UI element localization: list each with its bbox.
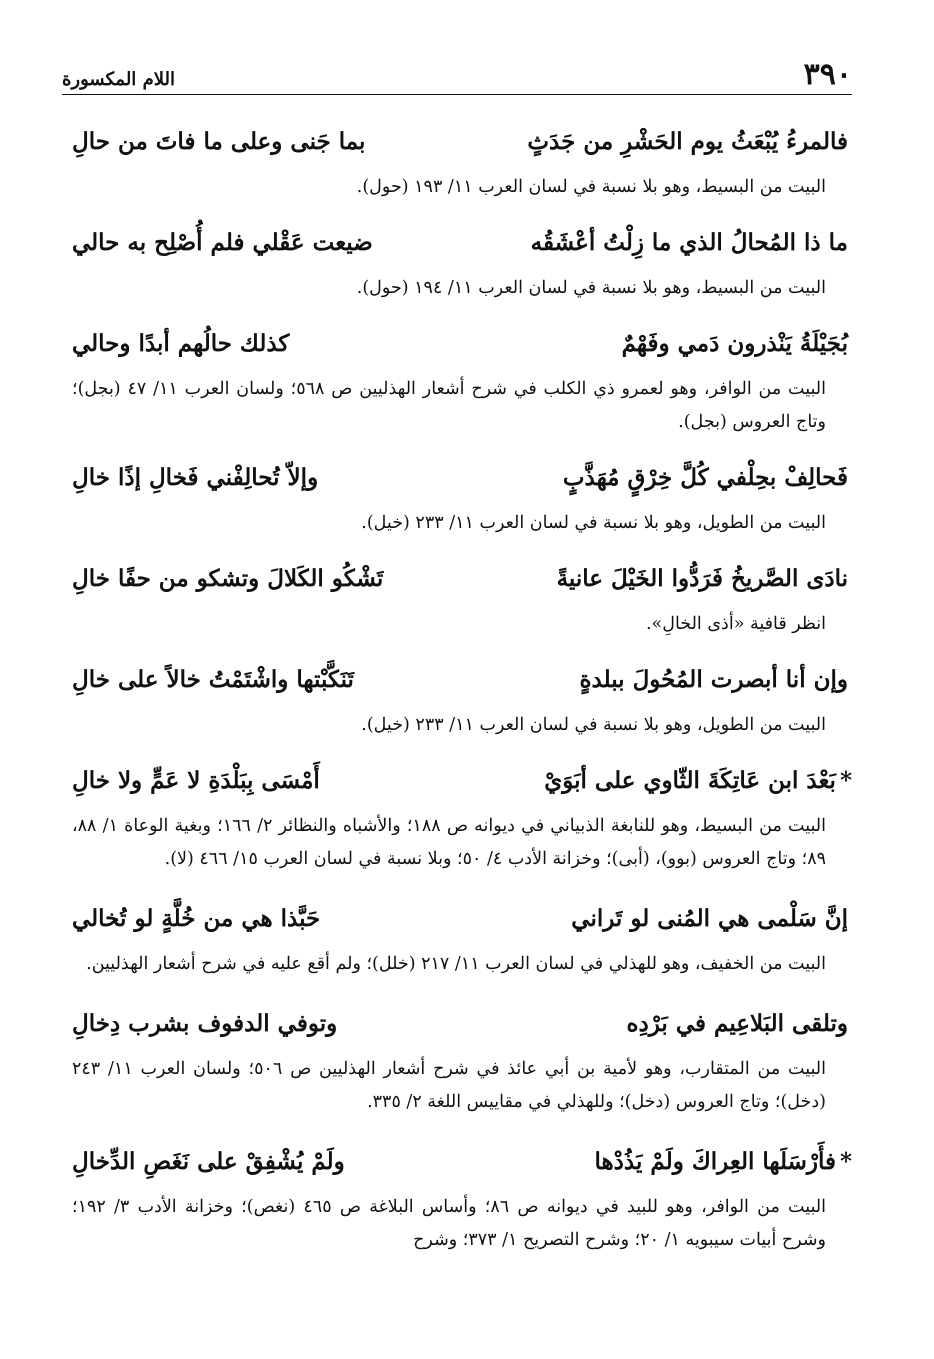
first-hemistich-text: نادَى الصَّريخُ فَرَدُّوا الخَيْلَ عانيةً bbox=[556, 565, 848, 592]
second-hemistich: وتوفي الدفوف بشرب دِخالِ bbox=[72, 1010, 338, 1037]
verse-entry bbox=[72, 651, 852, 742]
second-hemistich: حَبَّذا هي من خُلَّةٍ لو تُخالي bbox=[72, 905, 321, 932]
first-hemistich bbox=[626, 995, 852, 1053]
verse-note: البيت من البسيط، وهو للنابغة الذبياني في ديوانه ص ١٨٨؛ والأشباه والنظائر ٢/ ١٦٦؛ وبغية الوعاة ١/ ٨٨، ٨٩؛ وتاج العروس (بوو)، (أبى)؛ وخزانة الأدب ٤/ ٥٠؛ وبلا نسبة في لسان العرب ١٥/ ٤٦٦ (لا). bbox=[72, 816, 826, 869]
first-hemistich bbox=[595, 1133, 852, 1191]
first-hemistich bbox=[622, 315, 852, 373]
verse-entry bbox=[72, 550, 852, 641]
first-hemistich-text: ما ذا المُحالُ الذي ما زِلْتُ أعْشَقُه bbox=[530, 229, 848, 256]
second-hemistich: بما جَنى وعلى ما فاتَ من حالِ bbox=[72, 128, 366, 155]
verse-line bbox=[72, 1133, 852, 1191]
verse-note: البيت من الطويل، وهو بلا نسبة في لسان العرب ١١/ ٢٣٣ (خيل). bbox=[361, 715, 826, 735]
verse-line bbox=[72, 113, 852, 171]
star-marker: * bbox=[839, 767, 852, 794]
page-header bbox=[62, 58, 852, 95]
second-hemistich: كذلك حالُهم أبدًا وحالي bbox=[72, 330, 290, 357]
verse-line bbox=[72, 214, 852, 272]
first-hemistich-text: بُجَيْلَةُ يَنْذرون دَمي وفَهْمٌ bbox=[621, 330, 848, 357]
verse-line bbox=[72, 995, 852, 1053]
verse-note: انظر قافية «أذى الخالِ». bbox=[645, 614, 826, 634]
verse-entry bbox=[72, 113, 852, 204]
verse-line bbox=[72, 890, 852, 948]
first-hemistich-text: فَحالِفْ بحِلْفي كُلَّ خِرْقٍ مُهَذَّبٍ bbox=[562, 464, 848, 491]
first-hemistich bbox=[527, 113, 852, 171]
second-hemistich: تَنَكَّبْتها واشْتَمْتُ خالاً على خالِ bbox=[72, 666, 354, 693]
verse-note: البيت من الوافر، وهو لعمرو ذي الكلب في شرح أشعار الهذليين ص ٥٦٨؛ ولسان العرب ١١/ ٤٧ (بجل)؛ وتاج العروس (بجل). bbox=[72, 379, 826, 432]
verse-entry bbox=[72, 214, 852, 305]
verse-line bbox=[72, 752, 852, 810]
verse-entry bbox=[72, 1133, 852, 1257]
first-hemistich bbox=[563, 449, 852, 507]
first-hemistich bbox=[557, 550, 852, 608]
verse-line bbox=[72, 550, 852, 608]
first-hemistich bbox=[544, 752, 852, 810]
verse-entry bbox=[72, 315, 852, 439]
verse-note: البيت من البسيط، وهو بلا نسبة في لسان العرب ١١/ ١٩٤ (حول). bbox=[356, 278, 826, 298]
first-hemistich bbox=[571, 890, 852, 948]
first-hemistich-text: فالمرءُ يُبْعَثُ يوم الحَشْرِ من جَدَثٍ bbox=[527, 128, 848, 155]
second-hemistich: وإلاّ تُحالِفْني فَخالِ إذًا خالِ bbox=[72, 464, 319, 491]
first-hemistich-text: فأَرْسَلَها العِراكَ ولَمْ يَذُدْها bbox=[594, 1148, 836, 1175]
verse-note: البيت من المتقارب، وهو لأمية بن أبي عائذ في شرح أشعار الهذليين ص ٥٠٦؛ ولسان العرب ١١/ ٢٤٣ (دخل)؛ وتاج العروس (دخل)؛ وللهذلي في مقاييس اللغة ٢/ ٣٣٥. bbox=[72, 1059, 826, 1112]
first-hemistich bbox=[531, 214, 852, 272]
first-hemistich-text: إنَّ سَلْمى هي المُنى لو تَراني bbox=[571, 905, 848, 932]
first-hemistich-text: وتلقى البَلاعِيم في بَرْدِه bbox=[626, 1010, 848, 1037]
verse-note: البيت من الطويل، وهو بلا نسبة في لسان العرب ١١/ ٢٣٣ (خيل). bbox=[361, 513, 826, 533]
page-number: ٣٩٠ bbox=[803, 57, 852, 92]
star-marker: * bbox=[839, 1148, 852, 1175]
second-hemistich: ضيعت عَقْلي فلم أُصْلِح به حالي bbox=[72, 229, 373, 256]
first-hemistich-text: وإن أنا أبصرت المُحُولَ ببلدةٍ bbox=[579, 666, 848, 693]
second-hemistich: ولَمْ يُشْفِقْ على نَغَصِ الدِّخالِ bbox=[72, 1148, 345, 1175]
verse-line bbox=[72, 449, 852, 507]
second-hemistich: تَشْكُو الكَلالَ وتشكو من حفًا خالِ bbox=[72, 565, 384, 592]
verse-entry bbox=[72, 449, 852, 540]
verse-note: البيت من الوافر، وهو للبيد في ديوانه ص ٨٦؛ وأساس البلاغة ص ٤٦٥ (نغص)؛ وخزانة الأدب ٣/ ١٩٢؛ وشرح أبيات سيبويه ١/ ٢٠؛ وشرح التصريح ١/ ٣٧٣؛ وشرح bbox=[72, 1197, 826, 1250]
second-hemistich: أَمْسَى بِبَلْدَةِ لا عَمٍّ ولا خالِ bbox=[72, 767, 320, 794]
verse-entries bbox=[72, 113, 852, 1267]
verse-note: البيت من البسيط، وهو بلا نسبة في لسان العرب ١١/ ١٩٣ (حول). bbox=[356, 177, 826, 197]
verse-entry bbox=[72, 890, 852, 981]
verse-note: البيت من الخفيف، وهو للهذلي في لسان العرب ١١/ ٢١٧ (خلل)؛ ولم أقع عليه في شرح أشعار الهذليين. bbox=[86, 954, 826, 974]
running-title: اللام المكسورة bbox=[62, 69, 175, 90]
verse-line bbox=[72, 651, 852, 709]
first-hemistich bbox=[579, 651, 852, 709]
verse-line bbox=[72, 315, 852, 373]
verse-entry bbox=[72, 752, 852, 876]
first-hemistich-text: بَعْدَ ابن عَاتِكَةَ الثّاوي على أبَوَيْ bbox=[544, 767, 836, 794]
verse-entry bbox=[72, 995, 852, 1119]
